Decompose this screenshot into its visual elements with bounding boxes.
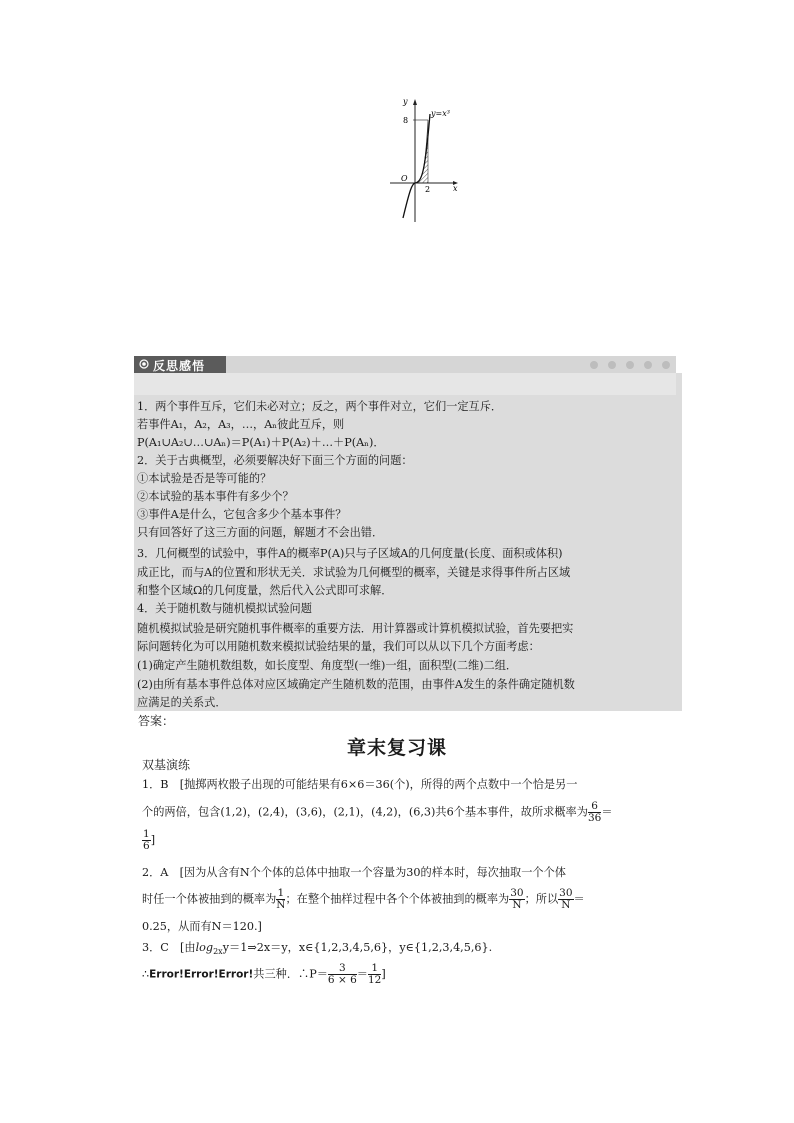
- sub-heading: 双基演练: [142, 758, 191, 772]
- x-tick-label: 2: [425, 185, 431, 194]
- summary-line: 3．几何概型的试验中，事件A的概率P(A)只与子区域A的几何度量(长度、面积或体积): [137, 547, 563, 560]
- numerator: 30: [510, 887, 524, 899]
- summary-line: 际问题转化为可以用随机数来模拟试验结果的量，我们可以从以下几个方面考虑：: [137, 640, 540, 653]
- answer-1-text: 个的两倍，包含(1,2)，(2,4)，(3,6)，(2,1)，(4,2)，(6,3)共6个基本事件，故所求概率为: [142, 805, 588, 819]
- numerator: 6: [588, 801, 601, 813]
- answer-3-line-1: [142, 939, 492, 961]
- denominator: 6: [143, 840, 150, 852]
- y-axis-arrow: [413, 99, 417, 105]
- numerator: 1: [143, 828, 150, 840]
- denominator: N: [276, 899, 286, 911]
- numerator: 1: [368, 963, 381, 975]
- equals-sign: ＝: [601, 805, 613, 819]
- answer-2-text: ；在整个抽样过程中各个个体被抽到的概率为: [285, 892, 510, 906]
- error-text: Error!Error!Error!: [149, 968, 254, 981]
- equals-sign: ＝: [356, 967, 368, 981]
- answer-3-text: y＝1⇒2x＝y，x∈{1,2,3,4,5,6}，y∈{1,2,3,4,5,6}.: [222, 941, 493, 954]
- fraction: [558, 888, 573, 911]
- denominator: 6 × 6: [327, 974, 357, 986]
- decor-dot: [590, 361, 598, 369]
- answer-label: 答案：: [138, 714, 175, 728]
- answer-3-text: 共三种．∴P＝: [253, 967, 328, 981]
- answer-1-line-3: [142, 829, 155, 852]
- summary-line: 随机模拟试验是研究随机事件概率的重要方法．用计算器或计算机模拟试验，首先要把实: [137, 622, 574, 635]
- summary-line: ①本试验是否是等可能的？: [137, 472, 272, 485]
- closing-bracket: ]: [150, 833, 156, 847]
- closing-bracket: ]: [381, 967, 386, 981]
- numerator: 1: [277, 887, 285, 899]
- fraction: [588, 801, 601, 824]
- y-axis-label: y: [403, 97, 408, 106]
- summary-line: (2)由所有基本事件总体对应区域确定产生随机数的范围，由事件A发生的条件确定随机数: [137, 678, 575, 691]
- summary-line: (1)确定产生随机数组数，如长度型、角度型(一维)一组，面积型(二维)二组．: [137, 659, 518, 672]
- fraction: [142, 829, 151, 852]
- summary-line: 2．关于古典概型，必须要解决好下面三个方面的问题：: [137, 454, 413, 467]
- cubic-graph-figure: [388, 94, 468, 224]
- origin-label: O: [401, 174, 408, 183]
- answer-2-text: ；所以: [524, 892, 559, 906]
- summary-line: 应满足的关系式．: [137, 696, 227, 709]
- answer-2-line-2: [142, 888, 585, 911]
- equals-sign: ＝: [573, 892, 585, 906]
- answer-1-line-2: [142, 801, 613, 824]
- answer-1-line-1: 1．B [抛掷两枚骰子出现的可能结果有6×6＝36(个)，所得的两个点数中一个恰是另一: [142, 778, 578, 791]
- summary-box-header-strip: [134, 373, 676, 395]
- log-symbol: log: [195, 941, 214, 954]
- section-title: 反思感悟: [153, 359, 206, 373]
- decor-dot: [608, 361, 616, 369]
- y-tick-label: 8: [403, 116, 409, 125]
- decor-dot: [644, 361, 652, 369]
- x-axis-label: x: [453, 184, 458, 193]
- fraction: [509, 888, 524, 911]
- summary-line: P(A₁∪A₂∪…∪Aₙ)＝P(A₁)＋P(A₂)＋…＋P(Aₙ)．: [137, 436, 385, 449]
- summary-line: 只有回答好了这三方面的问题，解题才不会出错．: [137, 526, 384, 539]
- denominator: N: [561, 899, 571, 911]
- numerator: 30: [559, 887, 573, 899]
- summary-line: 1．两个事件互斥，它们未必对立；反之，两个事件对立，它们一定互斥．: [137, 400, 503, 413]
- denominator: 36: [587, 812, 602, 824]
- summary-line: ②本试验的基本事件有多少个？: [137, 490, 294, 503]
- fraction: [328, 963, 357, 986]
- answer-2-text: 时任一个体被抽到的概率为: [142, 892, 277, 906]
- denominator: 12: [367, 974, 382, 986]
- fraction: [368, 963, 381, 986]
- numerator: 3: [328, 963, 357, 975]
- summary-line: 4．关于随机数与随机模拟试验问题: [137, 602, 312, 615]
- answer-2-line-1: 2．A [因为从含有N个个体的总体中抽取一个容量为30的样本时，每次抽取一个个体: [142, 866, 566, 879]
- therefore-symbol: ∴: [142, 967, 150, 981]
- target-icon: [139, 359, 149, 369]
- summary-line: 和整个区域Ω的几何度量，然后代入公式即可求解．: [137, 584, 393, 597]
- summary-line: ③事件A是什么，它包含多少个基本事件？: [137, 508, 347, 521]
- summary-line: 成正比，而与A的位置和形状无关．求试验为几何概型的概率，关键是求得事件所占区域: [137, 566, 571, 579]
- decor-dot: [662, 361, 670, 369]
- answer-2-line-3: 0.25，从而有N＝120.]: [142, 920, 262, 933]
- decor-dot: [626, 361, 634, 369]
- answer-3-line-2: [142, 963, 386, 986]
- chapter-title: 章末复习课: [346, 737, 447, 759]
- curve-label: y=x³: [431, 109, 450, 118]
- summary-line: 若事件A₁，A₂，A₃，…，Aₙ彼此互斥，则: [137, 418, 345, 431]
- answer-3-text: 3．C [由: [142, 941, 196, 954]
- denominator: N: [512, 899, 522, 911]
- log-base: 2x: [213, 947, 223, 957]
